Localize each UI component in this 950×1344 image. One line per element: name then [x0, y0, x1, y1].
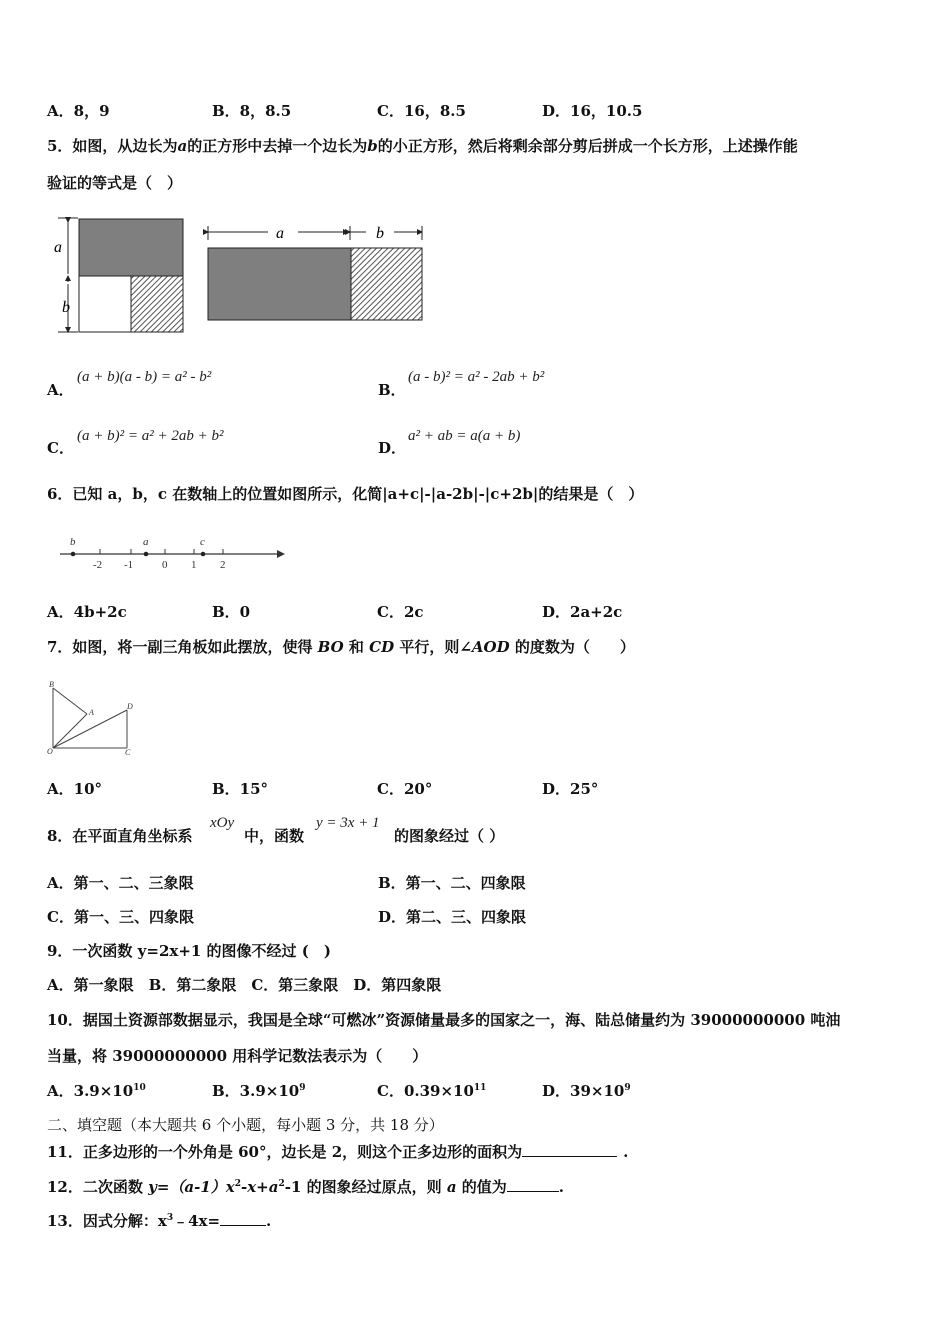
q11-stem: 11．正多边形的一个外角是 60°，边长是 2，则这个正多边形的面积为 . [47, 1143, 629, 1161]
q5-option-b-letter: B． [378, 381, 406, 399]
q7-label-o: O [47, 747, 53, 756]
q6-point-b [71, 552, 76, 557]
q5-rect-gray [208, 248, 351, 320]
q4-option-c: C．16，8.5 [377, 102, 466, 120]
q6-option-b: B．0 [212, 603, 251, 621]
q5-option-d-formula: a² + ab = a(a + b) [408, 428, 521, 444]
q7-label-c: C [125, 748, 131, 757]
q6-options [47, 605, 622, 620]
q7-label-b: B [49, 680, 54, 689]
q7-label-a: A [89, 708, 94, 717]
q7-options [47, 782, 598, 797]
q8-option-b: B．第一、二、四象限 [378, 874, 526, 892]
q5-option-c-letter: C． [47, 439, 74, 457]
q7-label-d: D [127, 702, 133, 711]
q6-tick-1: 1 [191, 559, 197, 571]
q7-option-d: D．25° [542, 780, 599, 798]
q7-triangles-figure [45, 680, 145, 756]
q10-option-a: A．$3.9\times 10^{10}$ [47, 1082, 146, 1100]
q5-small-square-hatched [131, 276, 183, 332]
q7-stem: 7．如图，将一副三角板如此摆放，使得 BO 和 CD 平行，则∠AOD 的度数为（ ） [47, 638, 635, 656]
q5-label-b-left: b [62, 299, 70, 316]
q4-options [47, 104, 642, 119]
section-2-heading: 二、填空题（本大题共 6 个小题，每小题 3 分，共 18 分） [47, 1116, 444, 1134]
q5-label-b-top: b [376, 225, 384, 242]
q6-label-c: c [200, 536, 205, 548]
q6-option-c: C．2c [377, 603, 424, 621]
q8-function: y = 3x + 1 [316, 815, 380, 831]
q8-stem-pre: 8．在平面直角坐标系 [47, 827, 193, 845]
q12-stem: 12．二次函数 $y=(a-1)x^2-x+a^2-1$ 的图象经过原点，则 a 的值为 . [47, 1178, 565, 1196]
q5-stem-line2: 验证的等式是（ ） [47, 174, 183, 192]
q10-option-c: C．$0.39\times 10^{11}$ [377, 1082, 487, 1100]
q13-stem: 13．因式分解：$x^3﹣4x=$ . [47, 1212, 272, 1230]
q10-options [47, 1084, 631, 1099]
q6-tick-neg2: -2 [93, 559, 103, 571]
q10-stem-line2: 当量，将 39000000000 用科学记数法表示为（ ） [47, 1047, 428, 1065]
q6-stem: 6．已知 a，b，c 在数轴上的位置如图所示，化简|a+c|-|a-2b|-|c+2b|的结果是（ ） [47, 485, 644, 503]
q5-figure [48, 214, 428, 339]
q6-number-line [55, 534, 285, 574]
q5-option-c-formula: (a + b)² = a² + 2ab + b² [77, 428, 224, 444]
q8-stem-mid: 中，函数 [244, 827, 305, 845]
q5-stem-line1: 5．如图，从边长为a的正方形中去掉一个边长为b的小正方形，然后将剩余部分剪后拼成一个长方形，上述操作能 [47, 137, 798, 155]
q5-rect-hatched [351, 248, 422, 320]
q5-label-a-left: a [54, 239, 62, 256]
q4-option-b: B．8，8.5 [212, 102, 292, 120]
q6-point-a [144, 552, 149, 557]
q10-option-b: B．$3.9\times 10^9$ [212, 1082, 306, 1100]
q5-option-b-formula: (a - b)² = a² - 2ab + b² [408, 369, 545, 385]
q7-option-c: C．20° [377, 780, 433, 798]
q10-option-d: D．$39\times 10^9$ [542, 1082, 631, 1100]
q12-answer-blank [507, 1178, 559, 1192]
q6-option-a: A．4b+2c [47, 603, 127, 621]
q7-option-b: B．15° [212, 780, 269, 798]
q4-option-a: A．8，9 [47, 102, 110, 120]
q9-options: A．第一象限 B．第二象限 C．第三象限 D．第四象限 [47, 976, 442, 994]
q5-label-a-top: a [276, 225, 284, 242]
q6-point-c [201, 552, 206, 557]
q13-answer-blank [220, 1212, 266, 1226]
q5-option-a-formula: (a + b)(a - b) = a² - b² [77, 369, 212, 385]
q8-stem-post: 的图象经过（ ） [394, 827, 505, 845]
q6-label-a: a [143, 536, 149, 548]
q5-option-a-letter: A． [47, 381, 74, 399]
q7-option-a: A．10° [47, 780, 103, 798]
q11-answer-blank [522, 1143, 617, 1157]
q8-option-a: A．第一、二、三象限 [47, 874, 194, 892]
q10-stem-line1: 10．据国土资源部数据显示，我国是全球“可燃冰”资源储量最多的国家之一，海、陆总储量约为 39000000000 吨油 [47, 1011, 841, 1029]
q4-option-d: D．16，10.5 [542, 102, 643, 120]
q8-option-c: C．第一、三、四象限 [47, 908, 194, 926]
q8-coord-system: xOy [210, 815, 235, 831]
q5-gray-region [79, 219, 183, 276]
q8-option-d: D．第二、三、四象限 [378, 908, 527, 926]
q6-option-d: D．2a+2c [542, 603, 623, 621]
q5-option-d-letter: D． [378, 439, 407, 457]
q6-label-b: b [70, 536, 76, 548]
q5-white-region [79, 276, 131, 332]
q6-tick-2: 2 [220, 559, 226, 571]
q6-tick-0: 0 [162, 559, 168, 571]
q9-stem: 9．一次函数 y=2x+1 的图像不经过 ( ) [47, 942, 331, 960]
q6-tick-neg1: -1 [124, 559, 134, 571]
